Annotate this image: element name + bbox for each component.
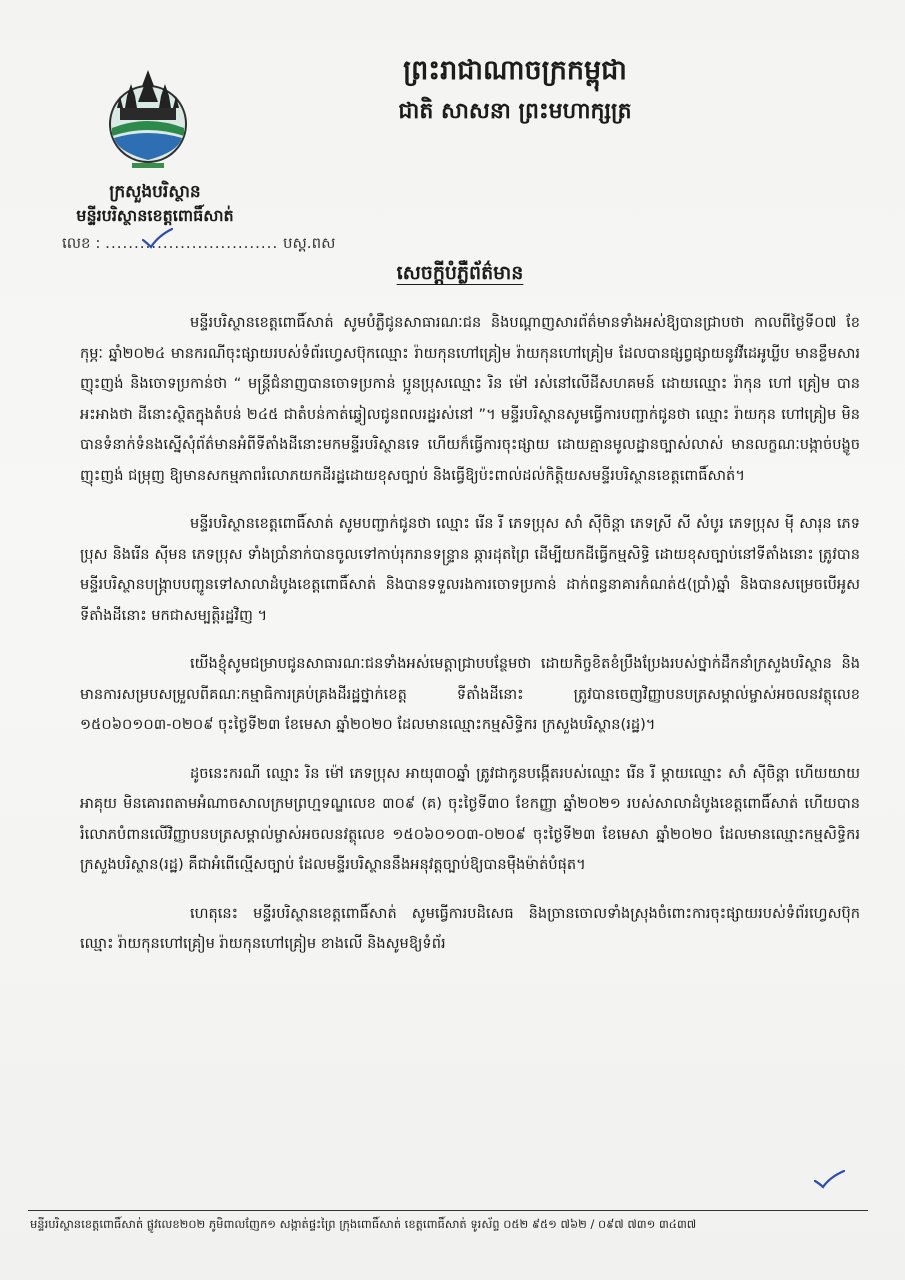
reference-number <box>62 232 335 254</box>
ministry-name: ក្រសួងបរិស្ថាន <box>109 182 201 202</box>
paragraph-1: មន្ទីរបរិស្ថានខេត្តពោធិ៍សាត់ សូមបំភ្លឺជូនសាធារណៈជន និងបណ្តាញសារព័ត៌មានទាំងអស់ឱ្យបានជ្រាបថា កាលពីថ្ងៃទី០៧ ខែកុម្ភៈ ឆ្នាំ២០២៤ មានករណីចុះផ្សាយរបស់ទំព័រហ្វេសប៊ុកឈ្មោះ រ៉ាយកុនហៅគ្រៀម រ៉ាយកុនហៅគ្រៀម ដែលបានផ្សព្វផ្សាយនូវវីដេអូឃ្លីប មានខ្លឹមសារញុះញង់ និងចោទប្រកាន់ថា “ មន្ត្រីជំនាញបានចោទប្រកាន់ ប្អូនប្រុសឈ្មោះ រិន ម៉ៅ រស់នៅលើដីសហគមន៍ ដោយឈ្មោះ រ៉ាកុន ហៅ គ្រៀម បានអះអាងថា ដីនោះស្ថិតក្នុងតំបន់ ២៤៥ ជាតំបន់កាត់ឆ្វៀលជូនពលរដ្ឋរស់នៅ ”។ មន្ទីរបរិស្ថានសូមធ្វើការបញ្ជាក់ជូនថា ឈ្មោះ រ៉ាយកុន ហៅគ្រៀម មិនបានទំនាក់ទំនងស្នើសុំព័ត៌មានអំពីទីតាំងដីនោះមកមន្ទីរបរិស្ថានទេ ហើយក៏ធ្វើការចុះផ្សាយ ដោយគ្មានមូលដ្ឋានច្បាស់លាស់ មានលក្ខណៈបង្កាច់បង្ខូច ញុះញង់ ជម្រុញ ឱ្យមានសកម្មភាពរំលោភយកដីរដ្ឋដោយខុសច្បាប់ និងធ្វើឱ្យប៉ះពាល់ដល់កិត្តិយសមន្ទីរបរិស្ថានខេត្តពោធិ៍សាត់។ <box>80 314 860 484</box>
national-motto: ជាតិ សាសនា ព្រះមហាក្សត្រ <box>398 99 632 124</box>
department-name: មន្ទីរបរិស្ថានខេត្តពោធិ៍សាត់ <box>76 206 234 225</box>
reference-prefix: លេខ : <box>62 234 101 252</box>
kingdom-title: ព្រះរាជាណាចក្រកម្ពុជា <box>403 55 627 86</box>
footer-address: មន្ទីរបរិស្ថានខេត្តពោធិ៍សាត់ ផ្លូវលេខ២០២ ភូមិពាលញែក១ សង្កាត់ផ្ទះព្រៃ ក្រុងពោធិ៍សាត់ ខេត្តពោធិ៍សាត់ ទូរស័ព្ទ ០៥២ ៩៥១ ៧៦២ / ០៩៧ ៧៣១ ៣៤៣៧ <box>30 1217 697 1231</box>
handwritten-check-icon <box>140 226 174 250</box>
document-title: សេចក្តីបំភ្លឺព័ត៌មាន <box>396 262 524 284</box>
paragraph-3: យើងខ្ញុំសូមជម្រាបជូនសាធារណៈជនទាំងអស់មេត្តាជ្រាបបន្ថែមថា ដោយកិច្ចខិតខំប្រឹងប្រែងរបស់ថ្នាក់ដឹកនាំក្រសួងបរិស្ថាន និងមានការសម្របសម្រួលពីគណៈកម្មាធិការគ្រប់គ្រងដីរដ្ឋថ្នាក់ខេត្ត ទីតាំងដីនោះ ត្រូវបានចេញវិញ្ញាបនបត្រសម្គាល់ម្ចាស់អចលនវត្ថុលេខ ១៥០៦០១០៣-០២០៩ ចុះថ្ងៃទី២៣ ខែមេសា ឆ្នាំ២០២០ ដែលមានឈ្មោះកម្មសិទ្ធិករ ក្រសួងបរិស្ថាន(រដ្ឋ)។ <box>80 655 860 733</box>
handwritten-tick-icon <box>812 1168 846 1190</box>
footer-divider <box>28 1210 868 1211</box>
reference-dots: .............................. <box>105 234 279 252</box>
paragraph-5: ហេតុនេះ មន្ទីរបរិស្ថានខេត្តពោធិ៍សាត់ សូមធ្វើការបដិសេធ និងច្រានចោលទាំងស្រុងចំពោះការចុះផ្សាយរបស់ទំព័រហ្វេសប៊ុកឈ្មោះ រ៉ាយកុនហៅគ្រៀម រ៉ាយកុនហៅគ្រៀម ខាងលើ និងសូមឱ្យទំព័រ <box>80 904 860 952</box>
paragraph-4: ដូចនេះករណី ឈ្មោះ រិន ម៉ៅ ភេទប្រុស អាយុ៣០ឆ្នាំ ត្រូវជាកូនបង្កើតរបស់ឈ្មោះ រើន រី ម្តាយឈ្មោះ សាំ ស៊ីចិន្តា ហើយយាយអាគុយ មិនគោរពតាមអំណាចសាលក្រមព្រហ្មទណ្ឌលេខ ៣០៩ (គ) ចុះថ្ងៃទី៣០ ខែកញ្ញា ឆ្នាំ២០២១ របស់សាលាដំបូងខេត្តពោធិ៍សាត់ ហើយបានរំលោភបំពានលើវិញ្ញាបនបត្រសម្គាល់ម្ចាស់អចលនវត្ថុលេខ ១៥០៦០១០៣-០២០៩ ចុះថ្ងៃទី២៣ ខែមេសា ឆ្នាំ២០២០ ដែលមានឈ្មោះកម្មសិទ្ធិករ ក្រសួងបរិស្ថាន(រដ្ឋ) គឺជាអំពើល្មើសច្បាប់ ដែលមន្ទីរបរិស្ថាននឹងអនុវត្តច្បាប់ឱ្យបានម៉ឺងម៉ាត់បំផុត។ <box>80 764 860 873</box>
paragraph-2: មន្ទីរបរិស្ថានខេត្តពោធិ៍សាត់ សូមបញ្ជាក់ជូនថា ឈ្មោះ រើន រី ភេទប្រុស សាំ ស៊ីចិន្តា ភេទស្រី សី សំបូរ ភេទប្រុស ម៉ី សារុន ភេទប្រុស និងរើន ស៊ីមន ភេទប្រុស ទាំងប្រាំនាក់បានចូលទៅកាប់រុករានទន្រ្ទាន ឆ្ការដុតព្រៃ ដើម្បីយកដីធ្វើកម្មសិទ្ធិ ដោយខុសច្បាប់នៅទីតាំងនោះ ត្រូវបានមន្ទីរបរិស្ថានបង្ក្រាបបញ្ជូនទៅសាលាដំបូងខេត្តពោធិ៍សាត់ និងបានទទួលរងការចោទប្រកាន់ ដាក់ពន្ធនាគារកំណត់៥(ប្រាំ)ឆ្នាំ និងបានសម្រេចបើអូសទីតាំងដីនោះ មកជាសម្បត្តិរដ្ឋវិញ ។ <box>80 515 860 624</box>
sender-block <box>30 180 280 228</box>
ministry-logo-icon <box>98 66 198 176</box>
reference-suffix: បស្ត.ពស <box>283 234 336 252</box>
document-body <box>80 308 860 978</box>
kingdom-header <box>250 52 780 128</box>
